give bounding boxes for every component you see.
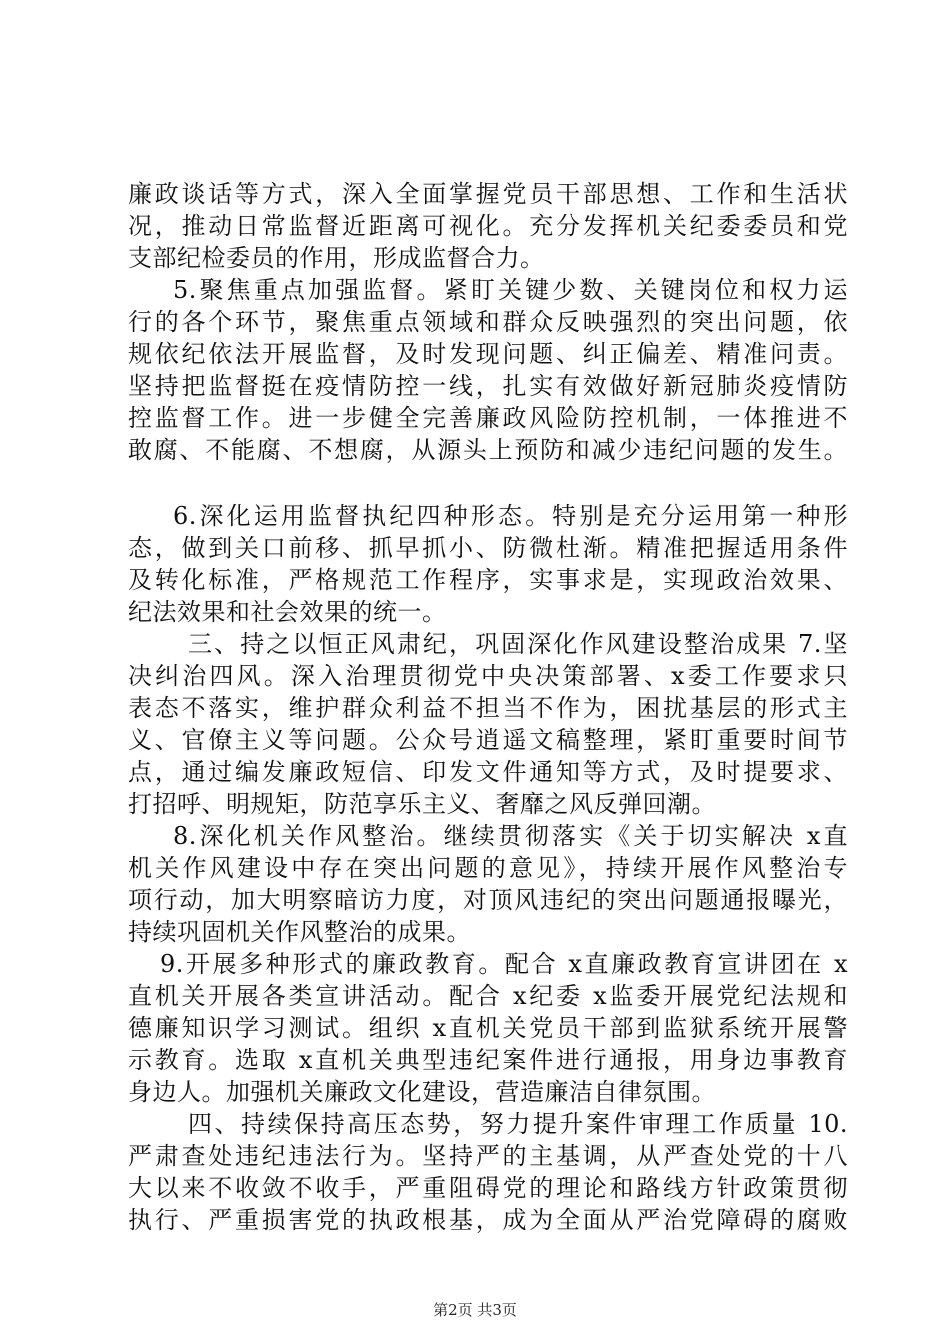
text-line: 点，通过编发廉政短信、印发文件通知等方式，及时提要求、	[128, 758, 848, 786]
text-line: 义、官僚主义等问题。公众号逍遥文稿整理，紧盯重要时间节	[128, 726, 848, 754]
paragraph-item-5	[128, 274, 848, 466]
paragraph-intro	[128, 178, 848, 274]
text-line: 敢腐、不能腐、不想腐，从源头上预防和减少违纪问题的发生。	[128, 436, 848, 464]
text-line: 支部纪检委员的作用，形成监督合力。	[128, 244, 545, 272]
text-line: 严肃查处违纪违法行为。坚持严的主基调，从严查处党的十八	[128, 1142, 848, 1170]
section-three-heading-paragraph	[128, 628, 848, 820]
text-line: 规依纪依法开展监督，及时发现问题、纠正偏差、精准问责。	[128, 340, 848, 368]
document-body	[128, 178, 848, 1236]
text-line: 大以来不收敛不收手，严重阻碍党的理论和路线方针政策贯彻	[128, 1174, 848, 1202]
text-line: 三、持之以恒正风肃纪，巩固深化作风建设整治成果 7.坚	[188, 630, 848, 658]
text-line: 态，做到关口前移、抓早抓小、防微杜渐。精准把握适用条件	[128, 534, 848, 562]
paragraph-item-9	[128, 948, 848, 1108]
text-line: 四、持续保持高压态势，努力提升案件审理工作质量 10.	[188, 1110, 848, 1138]
text-line: 示教育。选取 x直机关典型违纪案件进行通报，用身边事教育	[128, 1046, 848, 1074]
text-line: 6.深化运用监督执纪四种形态。特别是充分运用第一种形	[173, 502, 848, 530]
text-line: 控监督工作。进一步健全完善廉政风险防控机制，一体推进不	[128, 404, 848, 432]
page-number: 第2页 共3页	[433, 1301, 517, 1319]
section-four-heading-paragraph	[128, 1108, 848, 1236]
text-line: 行的各个环节，聚焦重点领域和群众反映强烈的突出问题，依	[128, 308, 848, 336]
text-line: 9.开展多种形式的廉政教育。配合 x直廉政教育宣讲团在 x	[160, 950, 848, 978]
text-line: 身边人。加强机关廉政文化建设，营造廉洁自律氛围。	[128, 1078, 716, 1106]
text-line: 8.深化机关作风整治。继续贯彻落实《关于切实解决 x直	[173, 822, 848, 850]
paragraph-spacer	[128, 466, 848, 500]
paragraph-item-8	[128, 820, 848, 948]
text-line: 直机关开展各类宣讲活动。配合 x纪委 x监委开展党纪法规和	[128, 982, 848, 1010]
text-line: 决纠治四风。深入治理贯彻党中央决策部署、x委工作要求只	[128, 662, 848, 690]
text-line: 纪法效果和社会效果的统一。	[128, 598, 447, 626]
page-footer	[0, 1300, 950, 1320]
text-line: 机关作风建设中存在突出问题的意见》，持续开展作风整治专	[128, 854, 848, 882]
text-line: 及转化标准，严格规范工作程序，实事求是，实现政治效果、	[128, 566, 848, 594]
text-line: 表态不落实，维护群众利益不担当不作为，困扰基层的形式主	[128, 694, 848, 722]
text-line: 德廉知识学习测试。组织 x直机关党员干部到监狱系统开展警	[128, 1014, 848, 1042]
text-line: 况，推动日常监督近距离可视化。充分发挥机关纪委委员和党	[128, 212, 848, 240]
text-line: 5.聚焦重点加强监督。紧盯关键少数、关键岗位和权力运	[173, 276, 848, 304]
text-line: 廉政谈话等方式，深入全面掌握党员干部思想、工作和生活状	[128, 180, 848, 208]
text-line: 打招呼、明规矩，防范享乐主义、奢靡之风反弹回潮。	[128, 790, 716, 818]
text-line: 项行动，加大明察暗访力度，对顶风违纪的突出问题通报曝光，	[128, 886, 848, 914]
text-line: 持续巩固机关作风整治的成果。	[128, 918, 471, 946]
text-line: 坚持把监督挺在疫情防控一线，扎实有效做好新冠肺炎疫情防	[128, 372, 848, 400]
paragraph-item-6	[128, 500, 848, 628]
text-line: 执行、严重损害党的执政根基，成为全面从严治党障碍的腐败	[128, 1206, 848, 1234]
